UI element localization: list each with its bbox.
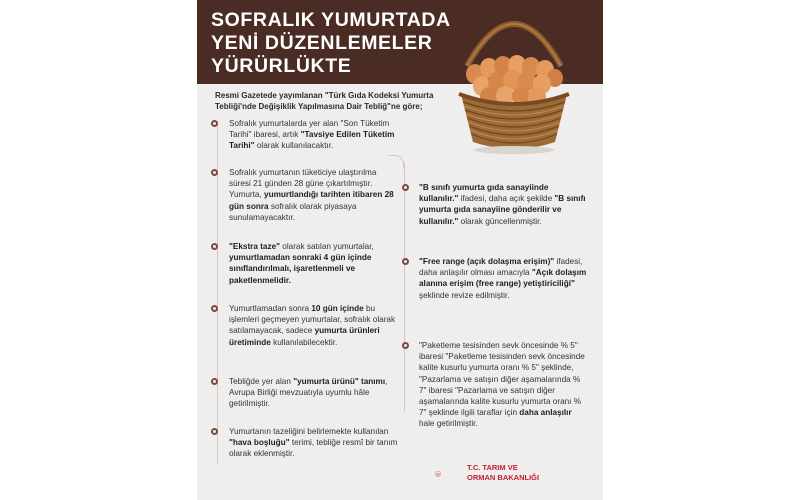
list-item: "Free range (açık dolaşma erişim)" ifadesi, daha anlaşılır olması amacıyla "Açık dolaşım alanına erişim (free range) yetiştiriciliği" şeklinde revize edilmiştir. [405,256,587,301]
poster-title [211,9,461,78]
ministry-logo-icon [435,458,465,490]
title-line-1: SOFRALIK YUMURTADA [211,9,451,31]
ministry-name [467,463,539,482]
bullet-icon [402,184,409,191]
intro-text: Resmi Gazetede yayımlanan "Türk Gıda Kodeksi Yumurta Tebliği'nde Değişiklik Yapılmasına Dair Tebliğ"ne göre; [215,91,434,111]
list-item: Sofralık yumurtanın tüketiciye ulaştırılma süresi 21 günden 28 güne çıkartılmıştır. Yumurta, yumurtlandığı tarihten itibaren 28 gün sonra sofralık olarak piyasaya sunulamayacaktır. [211,167,399,223]
bullet-icon [211,428,218,435]
bullet-icon [211,120,218,127]
bullet-icon [211,243,218,250]
list-item: "Ekstra taze" olarak satılan yumurtalar, yumurtlamadan sonraki 4 gün içinde sınıflandırılmalı, işaretlenmeli ve paketlenmelidir. [211,241,399,286]
title-line-3: YÜRÜRLÜKTE [211,55,352,77]
list-item: Sofralık yumurtalarda yer alan "Son Tüketim Tarihi" ibaresi, artık "Tavsiye Edilen Tüketim Tarihi" olarak kullanılacaktır. [211,118,399,152]
egg-basket-illustration [455,4,573,156]
bullet-icon [211,169,218,176]
ministry-name-line-2: ORMAN BAKANLIĞI [467,472,540,482]
bullet-icon [402,342,409,349]
title-line-2: YENİ DÜZENLEMELER [211,32,433,54]
list-item: Yumurtanın tazeliğini belirlemekte kullanılan "hava boşluğu" terimi, tebliğe resmî bir tanım olarak eklenmiştir. [211,426,399,460]
list-item: Tebliğde yer alan "yumurta ürünü" tanımı, Avrupa Birliği mevzuatıyla uyumlu hâle getirilmiştir. [211,376,399,410]
list-item: "B sınıfı yumurta gıda sanayiinde kullanılır." ifadesi, daha açık şekilde "B sınıfı yumurta gıda sanayiine gönderilir ve kullanılır." olarak güncellenmiştir. [405,182,587,227]
list-item: Yumurtlamadan sonra 10 gün içinde bu işlemleri geçmeyen yumurtalar, sofralık olarak satılamayacak, sadece yumurta ürünleri üretiminde kullanılabilecektir. [211,303,399,348]
ministry-name-line-1: T.C. TARIM VE [467,463,518,472]
infographic-poster [197,0,603,500]
list-item: "Paketleme tesisinden sevk öncesinde % 5" ibaresi "Paketleme tesisinden sevk öncesinde kalite kusurlu yumurta oranı % 5" şeklinde, "Pazarlama ve satışın diğer aşamalarında % 7" ibaresi "Pazarlama ve satışın diğer aşamalarında kalite kusurlu yumurta oranı % 7" şeklinde ilgili taraflar için daha anlaşılır hale getirilmiştir. [405,340,587,430]
bullet-icon [211,378,218,385]
bullet-icon [402,258,409,265]
bullet-icon [211,305,218,312]
